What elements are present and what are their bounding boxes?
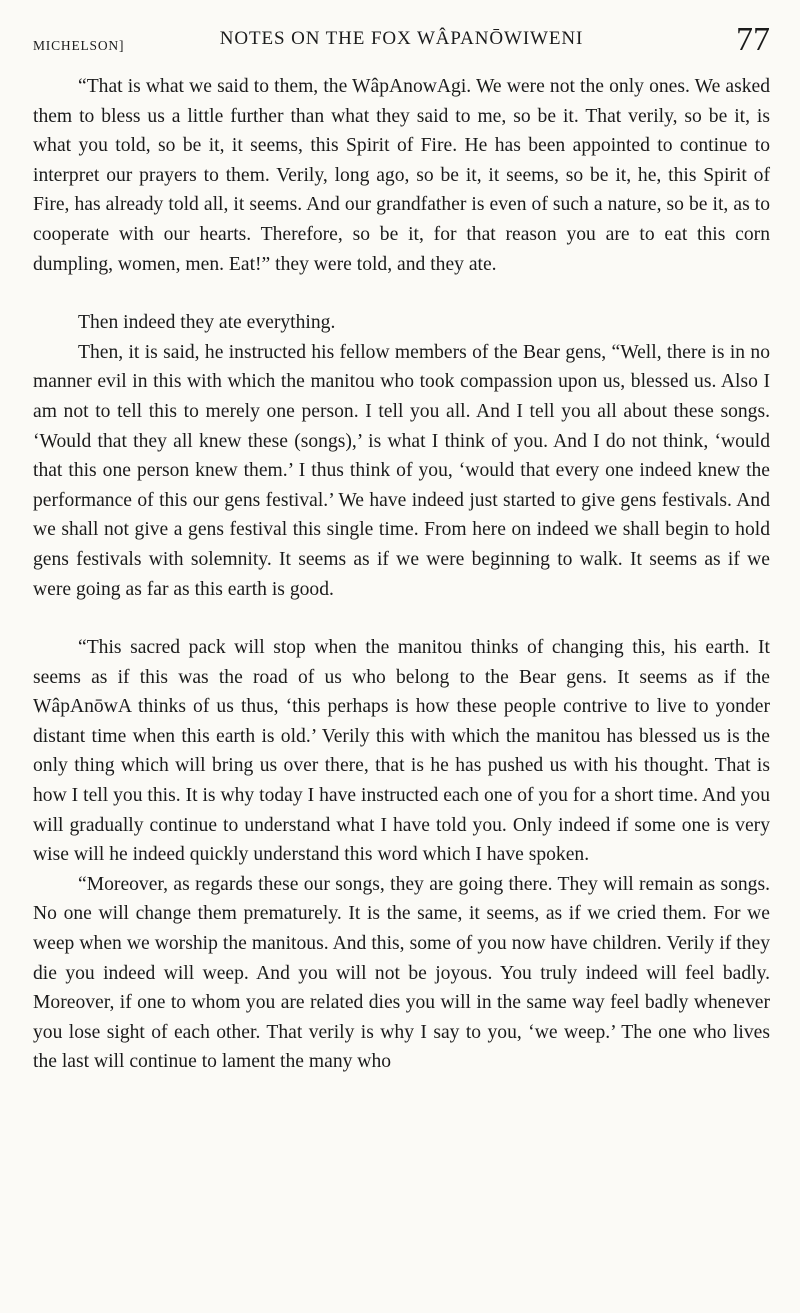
running-header	[33, 21, 770, 70]
paragraph: Then, it is said, he instructed his fellow members of the Bear gens, “Well, there is in no manner evil in this with which the manitou who took compassion upon us, blessed us. Also I am not to tell this to merely one person. I tell you all. And I tell you all about these songs. ‘Would that they all knew these (songs),’ is what I think of you. And I do not think, ‘would that this one person knew them.’ I thus think of you, ‘would that every one indeed knew the performance of this our gens festival.’ We have indeed just started to give gens festivals. And we shall not give a gens festival this single time. From here on indeed we shall begin to hold gens festivals with solemnity. It seems as if we were beginning to walk. It seems as if we were going as far as this earth is good.	[33, 341, 770, 600]
running-head-title: NOTES ON THE FOX WÂPANŌWIWENI	[219, 28, 584, 49]
body-text	[33, 72, 770, 1077]
paragraph: “Moreover, as regards these our songs, they are going there. They will remain as songs. No one will change them prematurely. It is the same, it seems, as if we cried them. For we weep when we worship the manitous. And this, some of you now have children. Verily if they die you indeed will weep. And you will not be joyous. You truly indeed will feel badly. Moreover, if one to whom you are related dies you will in the same way feel badly whenever you lose sight of each other. That verily is why I say to you, ‘we weep.’ The one who lives the last will continue to lament the many who	[33, 873, 770, 1073]
running-head-author: MICHELSON]	[33, 38, 125, 53]
paragraph: Then indeed they ate everything.	[78, 312, 336, 334]
paragraph: “This sacred pack will stop when the manitou thinks of changing this, his earth. It seems as if this was the road of us who belong to the Bear gens. It seems as if the WâpAnōwA thinks of us thus, ‘this perhaps is how these people contrive to live to yonder distant time when this earth is old.’ Verily this with which the manitou has blessed us is the only thing which will bring us over there, that is he has pushed us with his thought. That is how I tell you this. It is why today I have instructed each one of you for a short time. And you will gradually continue to understand what I have told you. Only indeed if some one is very wise will he indeed quickly understand this word which I have spoken.	[33, 637, 770, 866]
page-number: 77	[736, 21, 770, 58]
paragraph: “That is what we said to them, the WâpAnowAgi. We were not the only ones. We asked them to bless us a little further than what they said to me, so be it. That verily, so be it, is what you told, so be it, it seems, this Spirit of Fire. He has been appointed to continue to interpret our prayers to them. Verily, long ago, so be it, it seems, so be it, he, this Spirit of Fire, has already told all, it seems. And our grandfather is even of such a nature, so be it, as to cooperate with our hearts. Therefore, so be it, for that reason you are to eat this corn dumpling, women, men. Eat!” they were told, and they ate.	[33, 76, 770, 275]
book-page	[33, 21, 770, 1077]
